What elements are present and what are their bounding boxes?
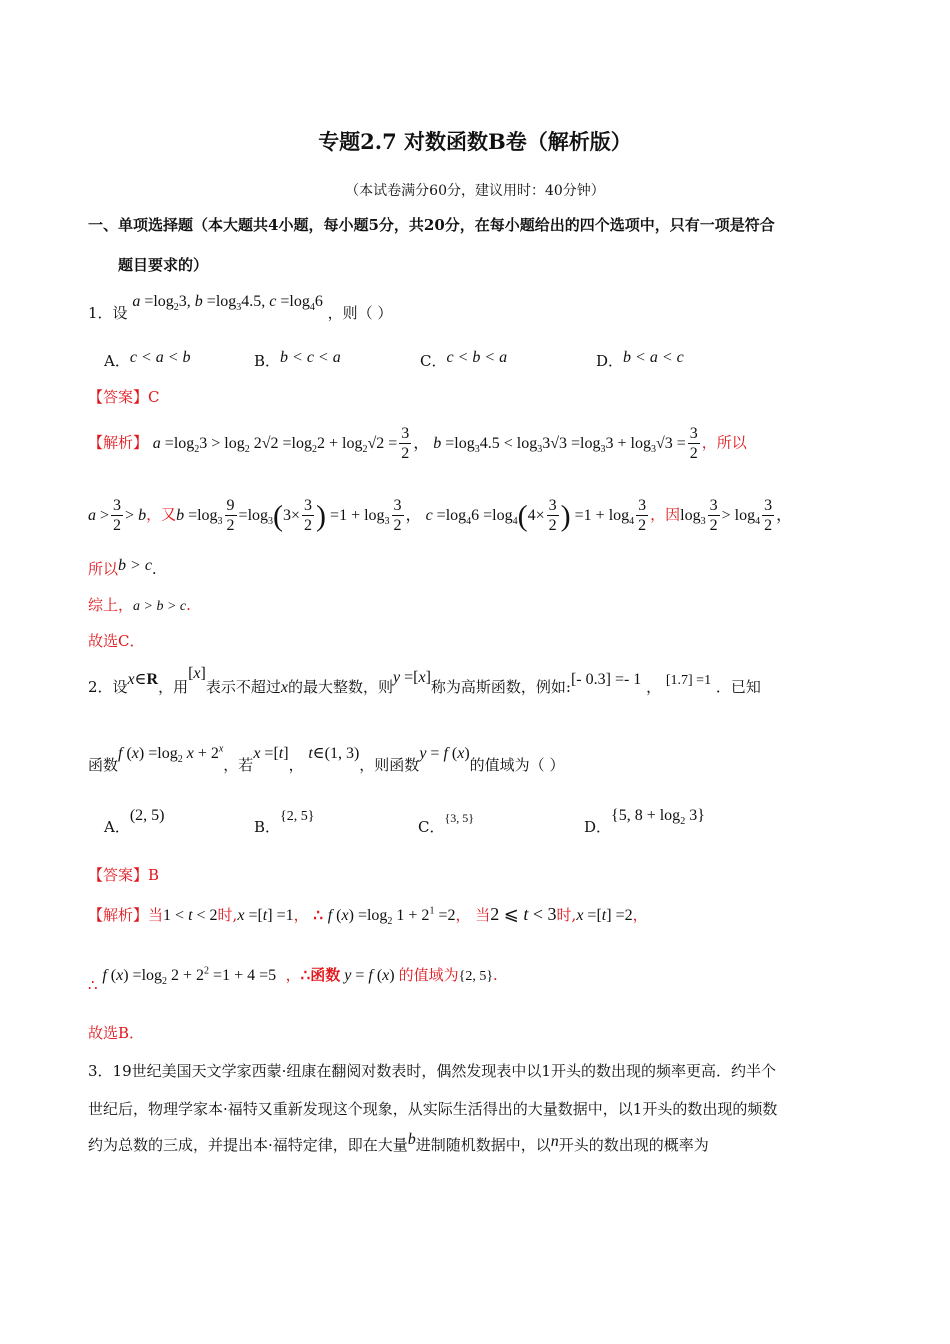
q1-number: 1．设 bbox=[88, 304, 128, 322]
section-heading: 一、单项选择题（本大题共4小题，每小题5分，共20分，在每小题给出的四个选项中，只有一项是符合 bbox=[88, 216, 775, 234]
q2-option-a[interactable]: A．(2, 5) bbox=[104, 807, 165, 836]
q2-analysis-line1: 【解析】当1 < t < 2时,x =[t] =1， ∴ f $(x) =\log_2$ $1 + 2^1 =2$， 当2 ⩽ t < 3时,x =[t] =2， bbox=[88, 904, 648, 928]
q1-tail: ，则（ ） bbox=[327, 304, 393, 322]
q1-analysis-line1: 【解析】 $a =\log_23 > \log_2 2√2 =\log_22 + \log_2√2$ = $\frac{3}{2}$ ， $b =\log_34.5 < \log_33√3 =\log_33 + \log_3√3$ = $\frac{3}{2}$ ，所以 bbox=[88, 425, 747, 462]
q1-option-c[interactable]: C．c < b < a bbox=[420, 349, 508, 370]
q2-choose: 故选B． bbox=[88, 1024, 145, 1042]
q3-line3: 约为总数的三成，并提出本·福特定律，即在大量b进制随机数据中，以n开头的数出现的概率为 bbox=[88, 1131, 709, 1154]
q1-option-b[interactable]: B．b < c < a bbox=[254, 349, 341, 370]
q1-option-d[interactable]: D．b < a < c bbox=[596, 349, 684, 370]
q1-answer: 【答案】C bbox=[88, 388, 160, 406]
q2-stem-line1: 2．设x∈R，用[x]表示不超过x的最大整数，则y =[x]称为高斯函数，例如:[- 0.3] =- 1 ， [1.7] =1 ．已知 bbox=[88, 665, 761, 696]
q1-choose: 故选C． bbox=[88, 632, 145, 650]
q2-stem-line2: 函数f $(x) =\log_2$ $x + 2^x$，若x =[t]， t∈(1, 3)，则函数y = f (x)的值域为（ ） bbox=[88, 743, 565, 774]
page-title: 专题2.7 对数函数B卷（解析版） bbox=[318, 129, 632, 154]
q1-summary: 综上，a > b > c. bbox=[88, 596, 191, 614]
q3-line2: 世纪后，物理学家本·福特又重新发现这个现象，从实际生活得出的大量数据中，以1开头的数出现的频数 bbox=[88, 1100, 778, 1118]
q1-option-a[interactable]: A．c < a < b bbox=[104, 349, 191, 370]
analysis-label: 【解析】 bbox=[88, 433, 149, 452]
section-heading-cont: 题目要求的） bbox=[118, 256, 209, 274]
q2-option-c[interactable]: C．$^{\{3, 5\}}$ bbox=[418, 811, 475, 836]
q3-line1: 3．19世纪美国天文学家西蒙·纽康在翻阅对数表时，偶然发现表中以1开头的数出现的频率更高．约半个 bbox=[88, 1062, 776, 1080]
q1-analysis-line2: a > $\frac{3}{2}$ > b，又$b =\log_3$ $\frac{9}{2}$ $=\log_3(3\times$ $\frac{3}{2}$ ) $=1 + \log_3$ $\frac{3}{2}$ ， $c =\log_46 =\log_4(4\times$ $\frac{3}{2}$ ) $=1 + \log_4$ $\frac{3}{2}$ ，因$\log_3$ $\frac{3}{2}$ > $\log_4$ $\frac{3}{2}$ ， bbox=[88, 497, 793, 534]
q2-option-d[interactable]: D．{5, $8 + \log_2 3$} bbox=[584, 807, 705, 836]
q2-analysis-line2: ∴ f $(x) =\log_2$ $2 + 2^2 =1 + 4 =5$ ，∴函数 y = f (x) 的值域为{2, 5}. bbox=[88, 965, 498, 994]
q1-formula: $a =\log_23$, $b =\log_34.5$, $c =\log_46$ bbox=[132, 293, 323, 314]
page-subtitle: （本试卷满分60分，建议用时：40分钟） bbox=[345, 183, 605, 199]
q2-option-b[interactable]: B．{2, 5} bbox=[254, 809, 315, 836]
q2-answer: 【答案】B bbox=[88, 866, 160, 884]
q1-stem bbox=[88, 293, 393, 325]
q1-analysis-line3: 所以b > c. bbox=[88, 557, 157, 578]
